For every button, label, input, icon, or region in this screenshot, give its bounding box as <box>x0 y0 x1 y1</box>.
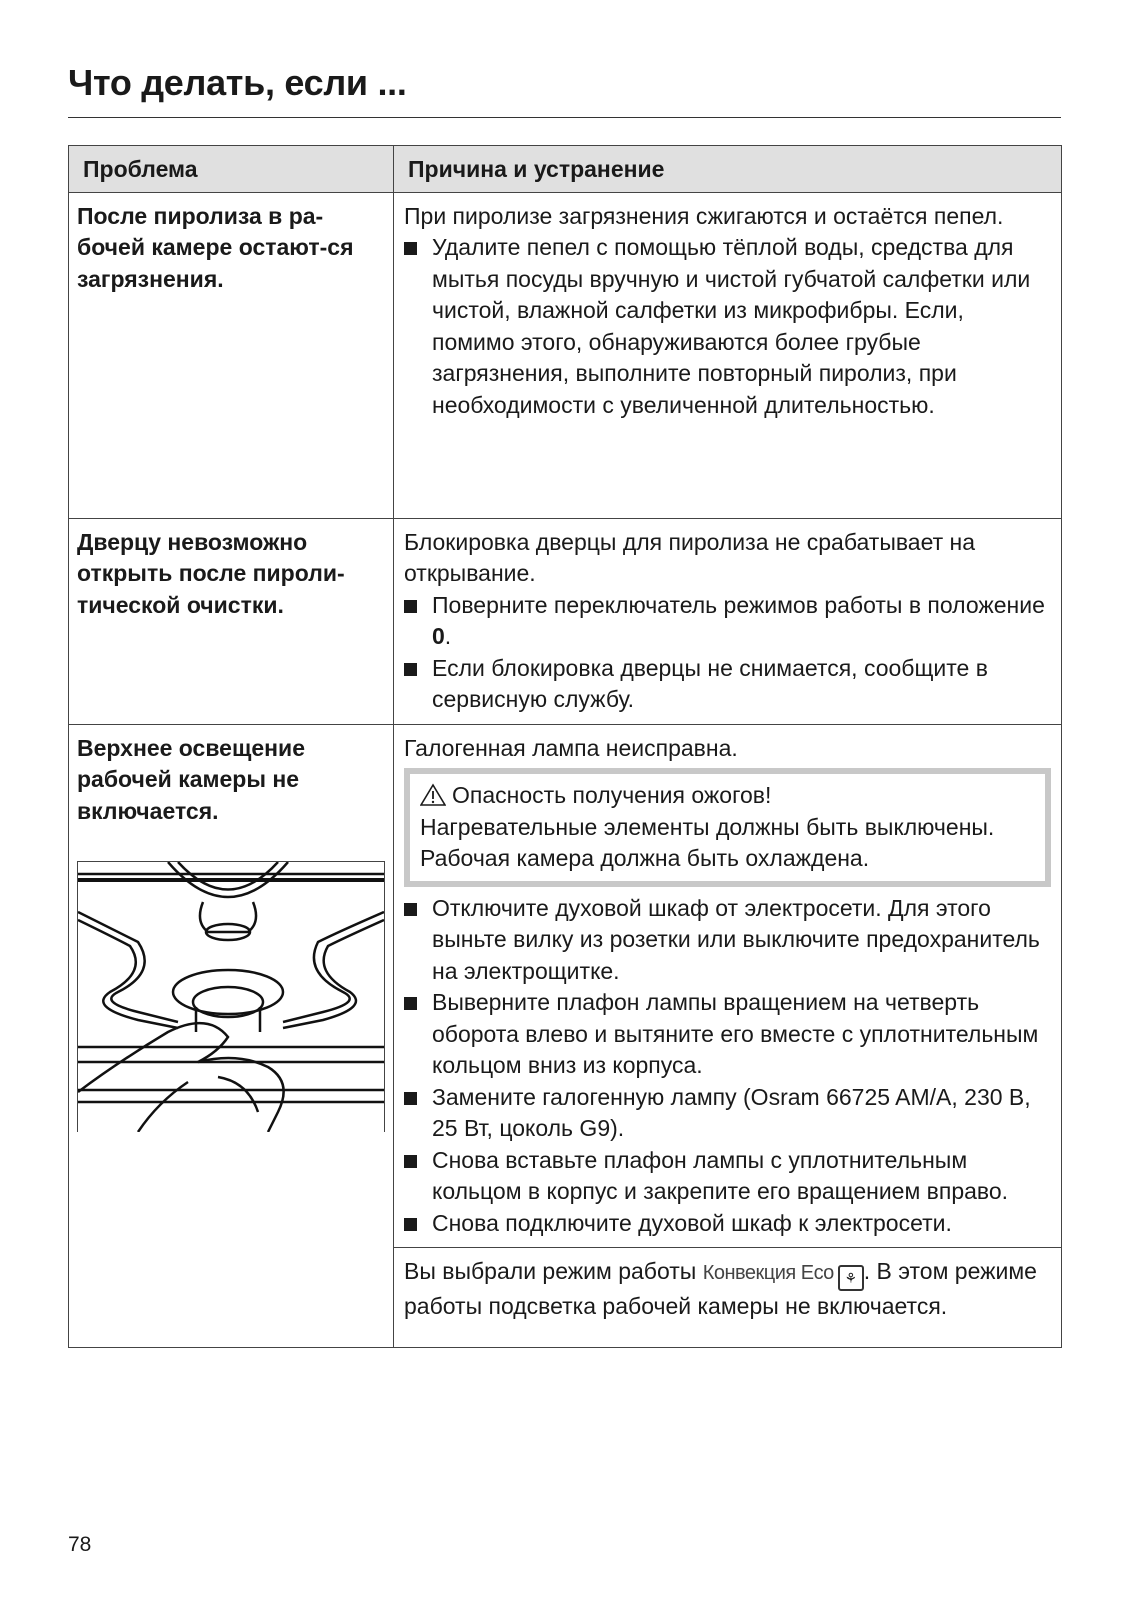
mode-position-value: 0 <box>432 623 445 649</box>
table-header-row <box>69 146 1062 193</box>
bullet-item: Снова подключите духовой шкаф к электросети. <box>404 1208 1051 1240</box>
bullet-square-icon <box>404 987 432 1082</box>
bullet-item: Удалите пепел с помощью тёплой воды, средства для мытья посуды вручную и чистой губчатой салфетки или чистой, влажной салфетки из микрофибры. Если, помимо этого, обнаруживаются более грубые загрязнения, выполните повторный пиролиз, при необходимости с увеличенной длительностью. <box>404 232 1051 421</box>
bullet-square-icon <box>404 893 432 988</box>
cause-cell <box>394 724 1062 1248</box>
header-cause: Причина и устранение <box>394 146 1062 193</box>
lamp-replacement-illustration <box>77 861 385 1132</box>
mode-name: Конвекция Eco <box>702 1262 834 1284</box>
cause-text: При пиролизе загрязнения сжигаются и остаётся пепел. <box>404 202 1004 229</box>
page-title: Что делать, если ... <box>68 62 407 103</box>
bullet-square-icon <box>404 653 432 716</box>
bullet-square-icon <box>404 1082 432 1145</box>
page-number: 78 <box>68 1533 92 1556</box>
cause-cell-extra: Вы выбрали режим работы Конвекция Eco ⚘ . В этом режиме работы подсветка рабочей камеры не включается. <box>394 1248 1062 1348</box>
bullet-item: Поверните переключатель режимов работы в положение 0. <box>404 590 1051 653</box>
bullet-item: Если блокировка дверцы не снимается, сообщите в сервисную службу. <box>404 653 1051 716</box>
bullet-square-icon <box>404 1145 432 1208</box>
table-row <box>69 192 1062 518</box>
troubleshooting-table <box>68 145 1062 1348</box>
bullet-item: Замените галогенную лампу (Osram 66725 AM/A, 230 В, 25 Вт, цоколь G9). <box>404 1082 1051 1145</box>
convection-eco-icon: ⚘ <box>838 1265 864 1291</box>
bullet-item: Выверните плафон лампы вращением на четверть оборота влево и вытяните его вместе с уплотнительным кольцом вниз из корпуса. <box>404 987 1051 1082</box>
warning-triangle-icon <box>420 782 452 808</box>
title-divider <box>68 117 1061 118</box>
cause-cell <box>394 518 1062 724</box>
warning-box <box>404 768 1051 887</box>
problem-cell: После пиролиза в ра-бочей камере остают-ся загрязнения. <box>69 192 394 518</box>
bullet-item: Отключите духовой шкаф от электросети. Для этого выньте вилку из розетки или выключите предохранитель на электрощитке. <box>404 893 1051 988</box>
cause-cell <box>394 192 1062 518</box>
bullet-square-icon <box>404 232 432 421</box>
cause-text: Галогенная лампа неисправна. <box>404 734 738 761</box>
bullet-square-icon <box>404 590 432 653</box>
bullet-item: Снова вставьте плафон лампы с уплотнительным кольцом в корпус и закрепите его вращением вправо. <box>404 1145 1051 1208</box>
problem-cell: Дверцу невозможно открыть после пироли-тической очистки. <box>69 518 394 724</box>
table-row <box>69 724 1062 1248</box>
warning-text: Нагревательные элементы должны быть выключены. Рабочая камера должна быть охлаждена. <box>420 813 995 871</box>
problem-cell: Верхнее освещение рабочей камеры не включается. <box>69 724 394 1348</box>
warning-title: Опасность получения ожогов! <box>452 782 772 808</box>
cause-text: Блокировка дверцы для пиролиза не срабатывает на открывание. <box>404 528 976 586</box>
table-row <box>69 518 1062 724</box>
header-problem: Проблема <box>69 146 394 193</box>
bullet-square-icon <box>404 1208 432 1240</box>
